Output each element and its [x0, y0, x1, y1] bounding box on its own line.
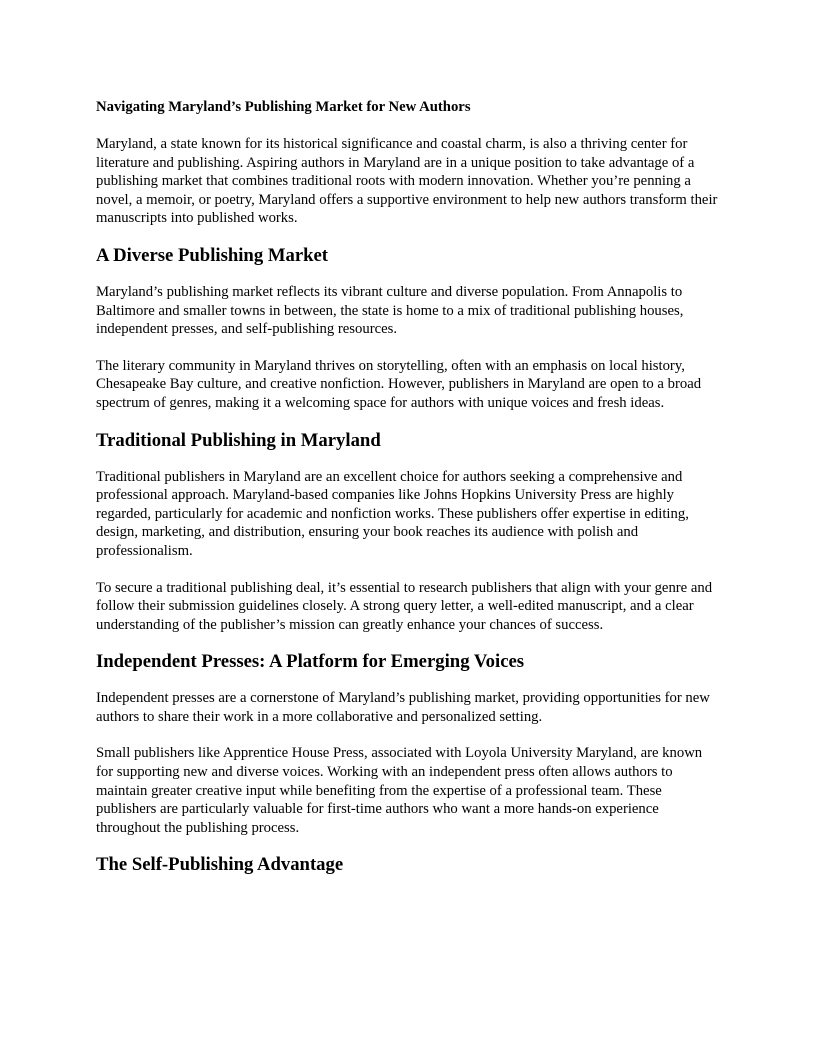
document-title: Navigating Maryland’s Publishing Market for New Authors [96, 99, 471, 115]
section-paragraph: The literary community in Maryland thrives on storytelling, often with an emphasis on local history, Chesapeake Bay culture, and creative nonfiction. However, publishers in Maryland are open to a broad spectrum of genres, making it a welcoming space for authors with unique voices and fresh ideas. [96, 357, 702, 411]
section-paragraph: Independent presses are a cornerstone of Maryland’s publishing market, providing opportunities for new authors to share their work in a more collaborative and personalized setting. [96, 690, 710, 725]
section-heading-traditional-publishing: Traditional Publishing in Maryland [96, 429, 381, 451]
section-paragraph: Traditional publishers in Maryland are an excellent choice for authors seeking a comprehensive and professional approach. Maryland-based companies like Johns Hopkins University Press are highly regarded, particularly for academic and nonfiction works. These publishers offer expertise in editing, design, marketing, and distribution, ensuring your book reaches its audience with polish and professionalism. [96, 468, 689, 559]
section-paragraph: To secure a traditional publishing deal, it’s essential to research publishers that align with your genre and follow their submission guidelines closely. A strong query letter, a well-edited manuscript, and a clear understanding of the publisher’s mission can greatly enhance your chances of success. [96, 579, 713, 633]
intro-paragraph: Maryland, a state known for its historical significance and coastal charm, is also a thriving center for literature and publishing. Aspiring authors in Maryland are in a unique position to take advantage of a publishing market that combines traditional roots with modern innovation. Whether you’re penning a novel, a memoir, or poetry, Maryland offers a supportive environment to help new authors transform their manuscripts into published works. [96, 136, 718, 227]
section-heading-self-publishing: The Self-Publishing Advantage [96, 854, 344, 876]
section-heading-diverse-market: A Diverse Publishing Market [96, 244, 329, 266]
section-paragraph: Maryland’s publishing market reflects its vibrant culture and diverse population. From Annapolis to Baltimore and smaller towns in between, the state is home to a mix of traditional publishing houses, independent presses, and self-publishing resources. [96, 283, 684, 338]
section-heading-independent-presses: Independent Presses: A Platform for Emerging Voices [96, 651, 525, 673]
document-page [96, 96, 722, 876]
section-paragraph: Small publishers like Apprentice House Press, associated with Loyola University Maryland, are known for supporting new and diverse voices. Working with an independent press often allows authors to maintain greater creative input while benefiting from the expertise of a professional team. These publishers are particularly valuable for first-time authors who want a more hands-on experience throughout the publishing process. [96, 745, 703, 836]
